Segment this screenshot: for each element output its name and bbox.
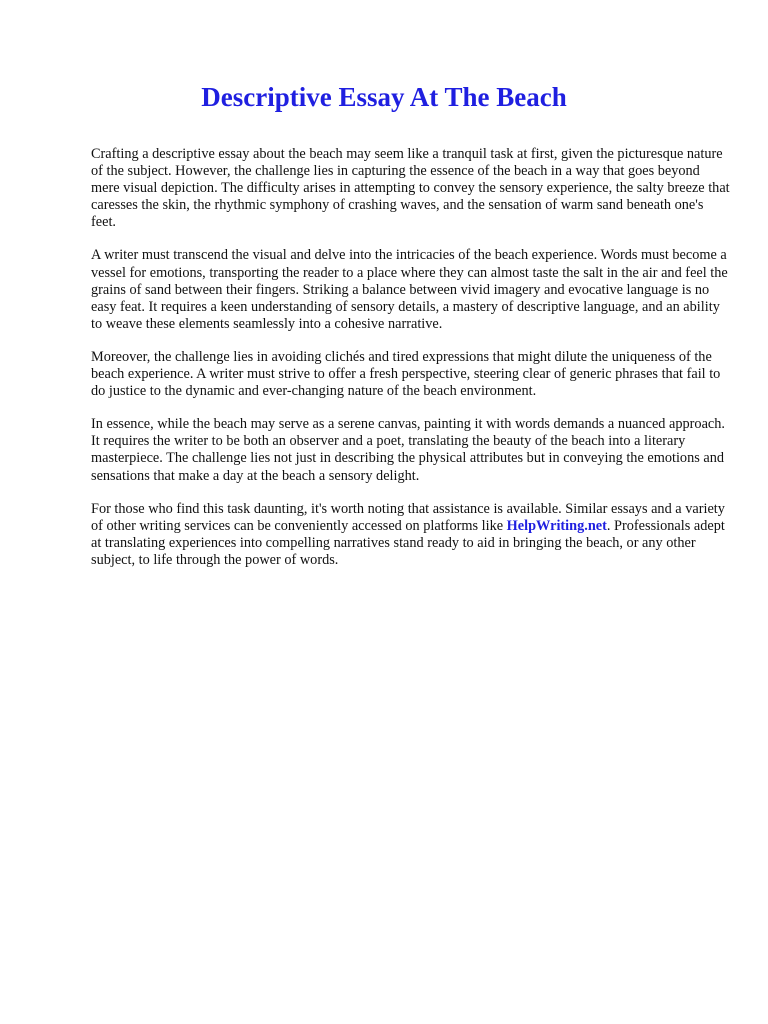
paragraph-5 — [91, 501, 731, 569]
paragraph-5-after-link: . Professionals adept at translating experiences into compelling narratives stand ready to aid in bringing the beach, or any other subject, to life through the power of words. — [91, 517, 725, 568]
paragraph-1: Crafting a descriptive essay about the beach may seem like a tranquil task at first, given the picturesque nature of the subject. However, the challenge lies in capturing the essence of the beach in a way that goes beyond mere visual depiction. The difficulty arises in attempting to convey the sensory experience, the salty breeze that caresses the skin, the rhythmic symphony of crashing waves, and the sensation of warm sand beneath one's feet. — [91, 146, 730, 231]
document-title: Descriptive Essay At The Beach — [201, 82, 567, 112]
paragraph-5-before-link: For those who find this task daunting, it's worth noting that assistance is available. Similar essays and a variety of other writing services can be conveniently accessed on platforms like — [91, 500, 725, 534]
paragraph-2: A writer must transcend the visual and delve into the intricacies of the beach experience. Words must become a vessel for emotions, transporting the reader to a place where they can almost taste the salt in the air and feel the grains of sand between their fingers. Striking a balance between vivid imagery and evocative language is no easy feat. It requires a keen understanding of sensory details, a mastery of descriptive language, and an ability to weave these elements seamlessly into a cohesive narrative. — [91, 247, 728, 332]
paragraph-4: In essence, while the beach may serve as a serene canvas, painting it with words demands a nuanced approach. It requires the writer to be both an observer and a poet, translating the beauty of the beach into a literary masterpiece. The challenge lies not just in describing the physical attributes but in conveying the emotions and sensations that make a day at the beach a sensory delight. — [91, 416, 725, 484]
helpwriting-link[interactable]: HelpWriting.net — [506, 517, 607, 534]
paragraph-3: Moreover, the challenge lies in avoiding clichés and tired expressions that might dilute the uniqueness of the beach experience. A writer must strive to offer a fresh perspective, steering clear of generic phrases that fail to do justice to the dynamic and ever-changing nature of the beach environment. — [91, 348, 721, 400]
document-body — [91, 146, 731, 585]
